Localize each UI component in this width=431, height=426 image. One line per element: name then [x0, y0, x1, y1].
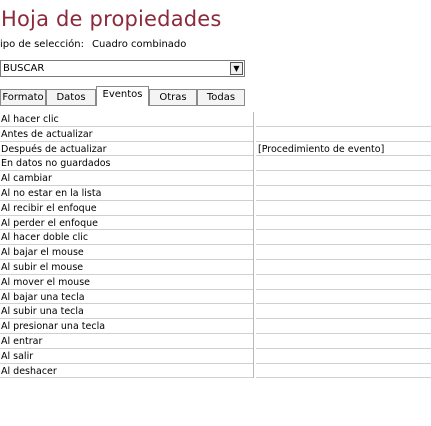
tab-datos[interactable]: Datos	[46, 89, 96, 105]
property-row[interactable]	[0, 290, 431, 305]
property-name: Al deshacer	[1, 365, 57, 377]
tab-eventos[interactable]: Eventos	[96, 86, 149, 106]
selection-type	[0, 39, 186, 50]
property-name: Al subir una tecla	[1, 306, 84, 318]
tab-otras[interactable]: Otras	[149, 89, 197, 105]
property-name: Al perder el enfoque	[1, 217, 98, 229]
property-name: Después de actualizar	[1, 143, 107, 155]
property-name: Al recibir el enfoque	[1, 202, 97, 214]
property-name: Al hacer clic	[1, 114, 59, 125]
property-row[interactable]	[0, 260, 431, 275]
property-row[interactable]	[0, 364, 431, 379]
property-grid	[0, 112, 431, 378]
property-row[interactable]	[0, 171, 431, 186]
property-name: Al no estar en la lista	[1, 187, 102, 199]
property-name: Al bajar una tecla	[1, 291, 85, 303]
property-row[interactable]	[0, 319, 431, 334]
selection-type-value: Cuadro combinado	[92, 39, 187, 50]
property-row[interactable]	[0, 349, 431, 364]
property-row[interactable]	[0, 245, 431, 260]
property-name: Al subir el mouse	[1, 261, 84, 273]
property-name: En datos no guardados	[1, 158, 111, 170]
property-tabs	[0, 86, 260, 106]
property-row[interactable]	[0, 304, 431, 319]
dropdown-arrow-icon[interactable]: ▼	[230, 62, 243, 75]
property-row[interactable]	[0, 112, 431, 127]
property-name: Antes de actualizar	[1, 128, 93, 140]
property-row[interactable]	[0, 201, 431, 216]
property-name: Al hacer doble clic	[1, 232, 89, 244]
property-row[interactable]	[0, 230, 431, 245]
property-value[interactable]: [Procedimiento de evento]	[258, 143, 385, 155]
property-name: Al mover el mouse	[1, 276, 91, 288]
panel-title: Hoja de propiedades	[1, 7, 222, 31]
property-name: Al bajar el mouse	[1, 247, 84, 259]
tab-formato[interactable]: Formato	[0, 89, 46, 105]
property-row[interactable]	[0, 142, 431, 157]
property-row[interactable]	[0, 334, 431, 349]
object-selector-value: BUSCAR	[3, 63, 45, 74]
property-row[interactable]	[0, 186, 431, 201]
property-row[interactable]	[0, 216, 431, 231]
object-selector-combo[interactable]	[0, 60, 245, 77]
selection-type-label: ipo de selección:	[0, 39, 84, 50]
property-row[interactable]	[0, 275, 431, 290]
property-row[interactable]	[0, 156, 431, 171]
property-name: Al cambiar	[1, 173, 52, 185]
tab-todas[interactable]: Todas	[197, 89, 245, 105]
property-name: Al salir	[1, 350, 34, 362]
property-row[interactable]	[0, 127, 431, 142]
property-name: Al entrar	[1, 335, 43, 347]
property-name: Al presionar una tecla	[1, 321, 106, 333]
